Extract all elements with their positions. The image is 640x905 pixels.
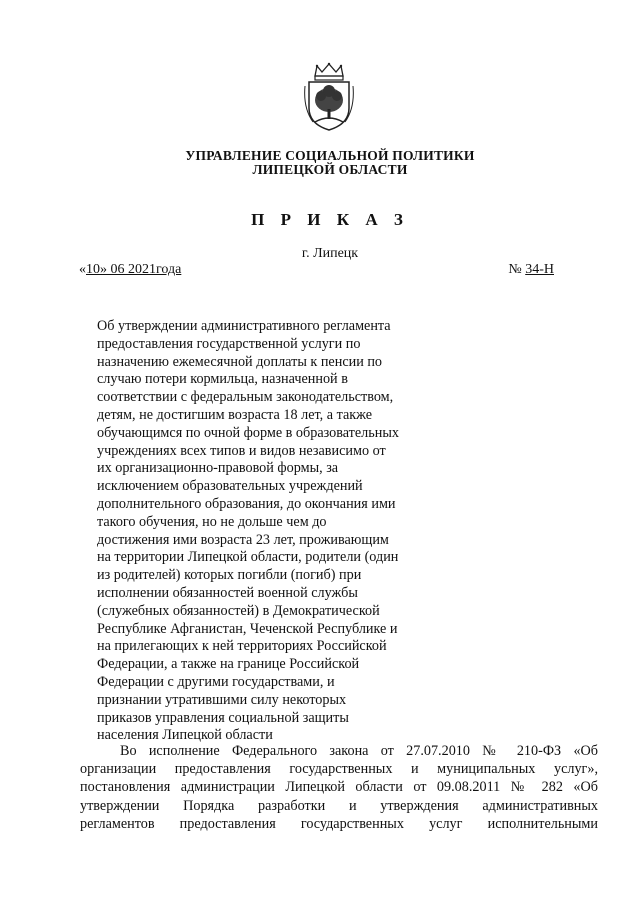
lipetsk-coat-of-arms-icon — [303, 62, 355, 134]
subject-line: соответствии с федеральным законодательством, — [97, 389, 394, 406]
subject-line: детям, не достигшим возраста 18 лет, а также — [97, 406, 373, 423]
subject-line: Федерации, а также на границе Российской — [97, 656, 360, 673]
subject-line: Республике Афганистан, Чеченской Республике и — [97, 620, 398, 637]
body-line: регламентов предоставления государственных услуг исполнительными — [80, 815, 598, 832]
subject-line: учреждениях всех типов и видов независимо от — [97, 442, 386, 459]
subject-line: на прилегающих к ней территориях Российской — [97, 638, 387, 655]
subject-line: исключением образовательных учреждений — [97, 478, 363, 495]
subject-line: Федерации с другими государствами, и — [97, 673, 335, 690]
subject-line: дополнительного образования, до окончания ими — [97, 495, 396, 512]
subject-line: на территории Липецкой области, родители (один — [97, 549, 399, 566]
subject-line: признании утратившими силу некоторых — [97, 691, 347, 708]
number-value: 34-Н — [525, 262, 554, 277]
date-day: 10 — [86, 262, 100, 277]
body-line: постановления администрации Липецкой области от 09.08.2011 № 282 «Об — [80, 779, 598, 796]
date-open-quote: « — [79, 262, 86, 277]
agency-name-line1: УПРАВЛЕНИЕ СОЦИАЛЬНОЙ ПОЛИТИКИ — [185, 148, 475, 163]
document-date — [79, 262, 181, 278]
subject-line: достижения ими возраста 23 лет, проживающим — [97, 531, 389, 548]
document-body — [80, 742, 598, 833]
subject-line: случаю потери кормильца, назначенной в — [97, 371, 348, 388]
agency-name-line2: ЛИПЕЦКОЙ ОБЛАСТИ — [252, 162, 408, 177]
subject-line: (служебных обязанностей) в Демократической — [97, 602, 380, 619]
document-subject — [97, 318, 427, 745]
document-title: П Р И К А З — [251, 210, 409, 229]
subject-line: предоставления государственной услуги по — [97, 335, 361, 352]
body-line: утверждении Порядка разработки и утверждения административных — [80, 797, 598, 814]
subject-line: из родителей) которых погибли (погиб) при — [97, 567, 362, 584]
document-city: г. Липецк — [301, 246, 359, 261]
subject-line: населения Липецкой области — [97, 727, 273, 744]
body-line: Во исполнение Федерального закона от 27.07.2010 № 210-ФЗ «Об — [120, 743, 598, 759]
body-line: организации предоставления государственных и муниципальных услуг», — [80, 761, 598, 778]
number-prefix: № — [508, 262, 526, 277]
subject-line: обучающимся по очной форме в образовательных — [97, 424, 399, 441]
subject-line: исполнении обязанностей военной службы — [97, 584, 358, 601]
subject-line: назначению ежемесячной доплаты к пенсии по — [97, 353, 383, 370]
subject-line: приказов управления социальной защиты — [97, 709, 349, 726]
document-number — [508, 262, 554, 278]
date-rest: » 06 2021года — [100, 262, 182, 277]
subject-line: их организационно-правовой формы, за — [97, 460, 339, 477]
subject-line: Об утверждении административного регламента — [97, 318, 391, 334]
subject-line: такого обучения, но не дольше чем до — [97, 513, 327, 530]
